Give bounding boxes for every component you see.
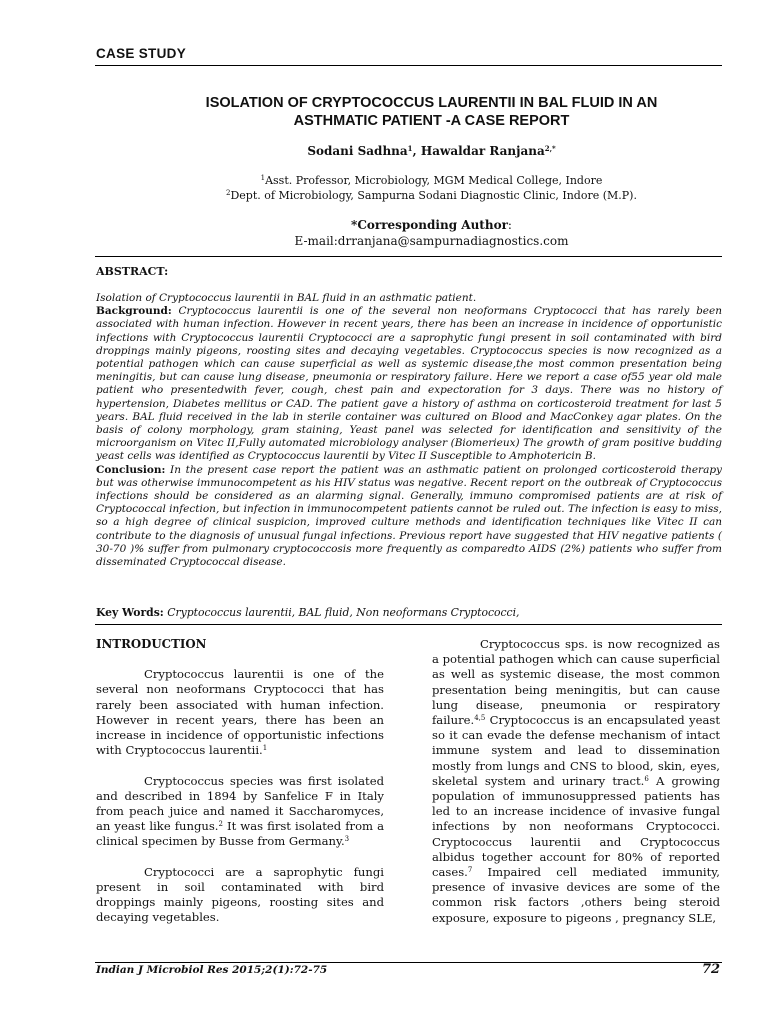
citation: 3 [344, 835, 350, 844]
title-line-1: ISOLATION OF CRYPTOCOCCUS LAURENTII IN BAL FLUID IN AN [205, 95, 658, 111]
corresponding-label-line [96, 217, 767, 233]
paragraph: Cryptococci are a saprophytic fungi present in soil contaminated with bird droppings mainly pigeons, roosting sites and decaying vegetables. [96, 864, 384, 925]
corresponding-author [96, 217, 767, 249]
author-affiliation-mark: 1 [407, 144, 413, 153]
conclusion-label: Conclusion: [96, 463, 166, 476]
paragraph-text: Cryptococcus laurentii is one of the several non neoformans Cryptococci that has rarely been associated with human infection. However in recent years, there has been an increase in incidence of opportunistic infections with Cryptococcus laurentii. [96, 667, 384, 758]
paragraph [96, 667, 384, 758]
citation: 2 [218, 820, 223, 829]
introduction-heading: INTRODUCTION [96, 637, 207, 651]
abstract-divider [95, 256, 722, 257]
corresponding-label: *Corresponding Author [351, 218, 508, 232]
author-separator: , [412, 144, 421, 158]
background-label: Background: [96, 305, 172, 318]
article-title [96, 94, 767, 130]
citation: 1 [262, 744, 268, 753]
author-name: Sodani Sadhna [307, 144, 408, 158]
paragraph-text: It was first isolated from a clinical specimen by Busse from Germany. [96, 819, 384, 849]
author-list [96, 144, 767, 158]
paragraph [432, 637, 720, 926]
title-line-2: ASTHMATIC PATIENT -A CASE REPORT [293, 113, 570, 129]
author-name: Hawaldar Ranjana [420, 144, 545, 158]
abstract-body [96, 292, 722, 569]
citation: 4,5 [474, 714, 486, 723]
affiliation-text: Asst. Professor, Microbiology, MGM Medical College, Indore [265, 174, 603, 187]
citation: 6 [644, 774, 649, 783]
abstract-conclusion [96, 464, 722, 570]
paragraph [96, 774, 384, 850]
page-number: 72 [702, 962, 721, 977]
footer-divider [95, 962, 722, 963]
background-text: Cryptococcus laurentii is one of the several non neoformans Cryptococci that has rarely been associated with human infection. However in recent years, there has been an increase in incidence of opportunistic infections with Cryptococcus laurentii Cryptococci are a saprophytic fungi present in soil contaminated with bird droppings mainly pigeons, roosting sites and decaying vegetables. Cryptococcus species is now recognized as a potential pathogen which can cause superficial as well as systemic disease,the most common presentation being meningitis, but can cause lung disease, pneumonia or respiratory failure. Here we report a case of55 year old male patient who presentedwith fever, cough, chest pain and expectoration for 3 days. There was no history of hypertension, Diabetes mellitus or CAD. The patient gave a history of asthma on corticosteroid treatment for last 5 years. BAL fluid received in the lab in sterile container was cultured on Blood and MacConkey agar plates. On the basis of colony morphology, gram staining, Yeast panel was selected for identification and sensitivity of the microorganism on Vitec II,Fully automated microbiology analyser (Biomerieux) The growth of gram positive budding yeast cells was identified as Cryptococcus laurentii by Vitec II Susceptible to Amphotericin B. [96, 305, 722, 463]
body-column-right [432, 637, 720, 926]
body-column-left [96, 637, 384, 926]
header-divider [95, 65, 722, 66]
abstract-heading: ABSTRACT: [96, 265, 169, 278]
affiliation-line [96, 173, 767, 188]
corresponding-email[interactable]: E-mail:drranjana@sampurnadiagnostics.com [294, 234, 569, 248]
citation: 7 [467, 866, 473, 875]
keywords-divider [95, 624, 722, 625]
abstract-intro-line: Isolation of Cryptococcus laurentii in BAL fluid in an asthmatic patient. [96, 292, 477, 304]
keywords-label: Key Words: [96, 606, 164, 619]
affiliation-mark: 2 [226, 189, 231, 197]
affiliations [96, 173, 767, 203]
paragraph-text: Cryptococcus is an encapsulated yeast so it can evade the defense mechanism of intact immune system and lead to dissemination mostly from lungs and CNS to blood, skin, eyes, skeletal system and urinary tract. [432, 713, 720, 788]
paragraph-text: Impaired cell mediated immunity, presence of invasive devices are some of the common risk factors ,others being steroid exposure, exposure to pigeons , pregnancy SLE, [432, 865, 720, 925]
affiliation-text: Dept. of Microbiology, Sampurna Sodani Diagnostic Clinic, Indore (M.P). [230, 189, 637, 202]
journal-citation: Indian J Microbiol Res 2015;2(1):72-75 [96, 964, 328, 976]
section-label: CASE STUDY [96, 46, 187, 61]
keywords [96, 606, 722, 619]
affiliation-line [96, 188, 767, 203]
paragraph-text: A growing population of immunosuppressed patients has led to an increase incidence of invasive fungal infections by non neoformans Cryptococci. Cryptococcus laurentii and Cryptococcus albidus together account for 80% of reported cases. [432, 773, 720, 880]
corresponding-colon: : [507, 218, 512, 232]
abstract-background [96, 305, 722, 463]
keywords-text: Cryptococcus laurentii, BAL fluid, Non neoformans Cryptococci, [163, 606, 520, 619]
paragraph-text: Cryptococcus species was first isolated and described in 1894 by Sanfelice F in Italy from peach juice and named it Saccharomyces, an yeast like fungus. [96, 773, 384, 834]
paragraph-text: Cryptococcus sps. is now recognized as a potential pathogen which can cause superficial as well as systemic disease, the most common presentation being meningitis, but can cause lung disease, pneumonia or respiratory failure. [432, 637, 720, 728]
affiliation-mark: 1 [260, 174, 266, 182]
conclusion-text: In the present case report the patient was an asthmatic patient on prolonged corticosteroid therapy but was otherwise immunocompetent as his HIV status was negative. Recent report on the outbreak of Cryptococcus infections should be considered as an alarming signal. Generally, immuno compromised patients are at risk of Cryptococcal infection, but infection in immunocompetent patients cannot be ruled out. The infection is easy to miss, so a high degree of clinical suspicion, improved culture methods and identification techniques like Vitec II can contribute to the diagnosis of unusual fungal infections. Previous report have suggested that HIV negative patients ( 30-70 )% suffer from pulmonary cryptococcosis more frequently as comparedto AIDS (2%) patients who suffer from disseminated Cryptococcal disease. [96, 463, 722, 569]
author-affiliation-mark: 2,* [544, 144, 556, 153]
